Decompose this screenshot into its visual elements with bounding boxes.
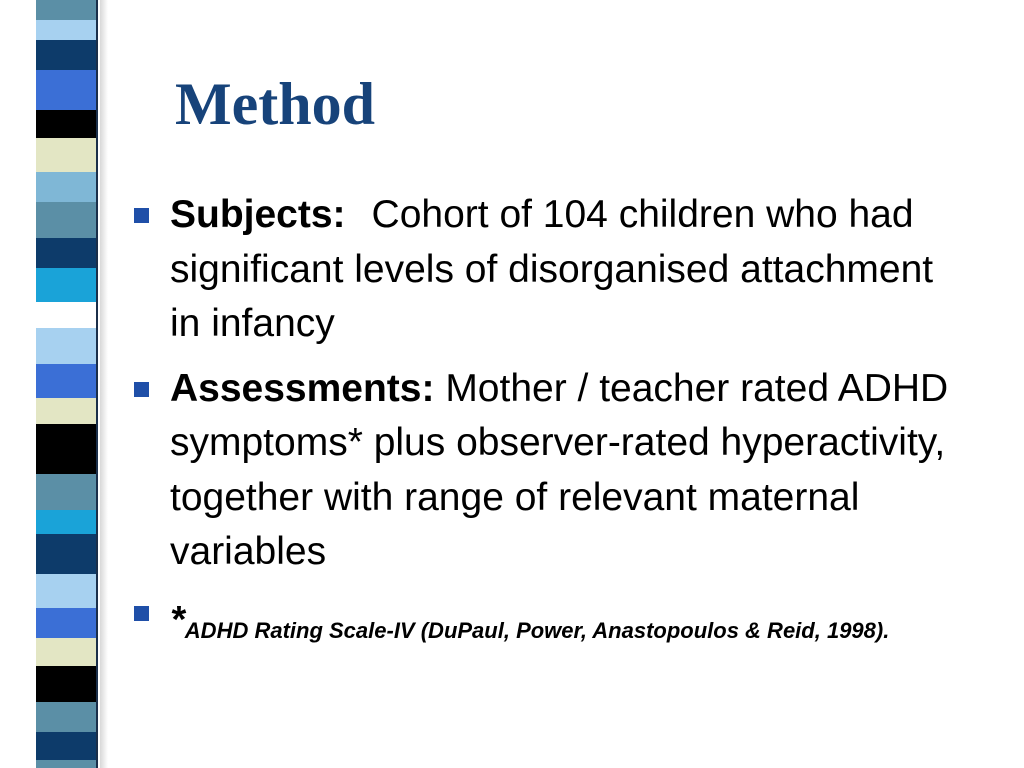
stripe-segment (36, 40, 98, 70)
stripe-segment (36, 328, 98, 364)
stripe-segment (36, 608, 98, 638)
stripe-segment (36, 268, 98, 302)
stripe-segment (36, 474, 98, 510)
stripe-segment (36, 70, 98, 110)
bullet-label: Subjects: (170, 193, 346, 236)
square-bullet-icon (134, 382, 149, 397)
bullet-label: Assessments: (170, 366, 435, 410)
bullet-list (128, 188, 968, 671)
stripe-segment (36, 760, 98, 768)
stripe-segment (36, 202, 98, 238)
stripe-segment (36, 574, 98, 608)
stripe-segment (36, 364, 98, 398)
slide-title: Method (175, 71, 375, 137)
stripe-segment (36, 302, 98, 328)
square-bullet-icon (134, 606, 149, 621)
bullet-text: Cohort of 104 children who had significant levels of disorganised attachment in infancy (170, 193, 934, 345)
stripe-segment (36, 732, 98, 760)
stripe-segment (36, 110, 98, 138)
bullet-footnote (128, 590, 968, 661)
stripe-segment (36, 424, 98, 474)
stripe-segment (36, 510, 98, 534)
stripe-segment (36, 138, 98, 172)
square-bullet-icon (134, 208, 149, 223)
bullet-text: Mother / teacher rated ADHD symptoms* plus observer-rated hyperactivity, together with range of relevant maternal variables (170, 366, 949, 573)
decorative-stripe-bar (36, 0, 102, 768)
footnote-star: * (170, 598, 185, 641)
stripe-segment (36, 534, 98, 574)
stripe-shadow (100, 0, 108, 768)
stripe-segment (36, 20, 98, 40)
stripe-segment (36, 666, 98, 702)
stripe-segment (36, 0, 98, 20)
bullet-subjects (128, 188, 968, 352)
stripe-segment (36, 172, 98, 202)
stripe-segment (36, 238, 98, 268)
stripe-segment (36, 638, 98, 666)
stripe-segment (36, 702, 98, 732)
footnote-text: ADHD Rating Scale-IV (DuPaul, Power, Anastopoulos & Reid, 1998). (184, 617, 890, 643)
stripe-segment (36, 398, 98, 424)
bullet-assessments (128, 362, 968, 580)
